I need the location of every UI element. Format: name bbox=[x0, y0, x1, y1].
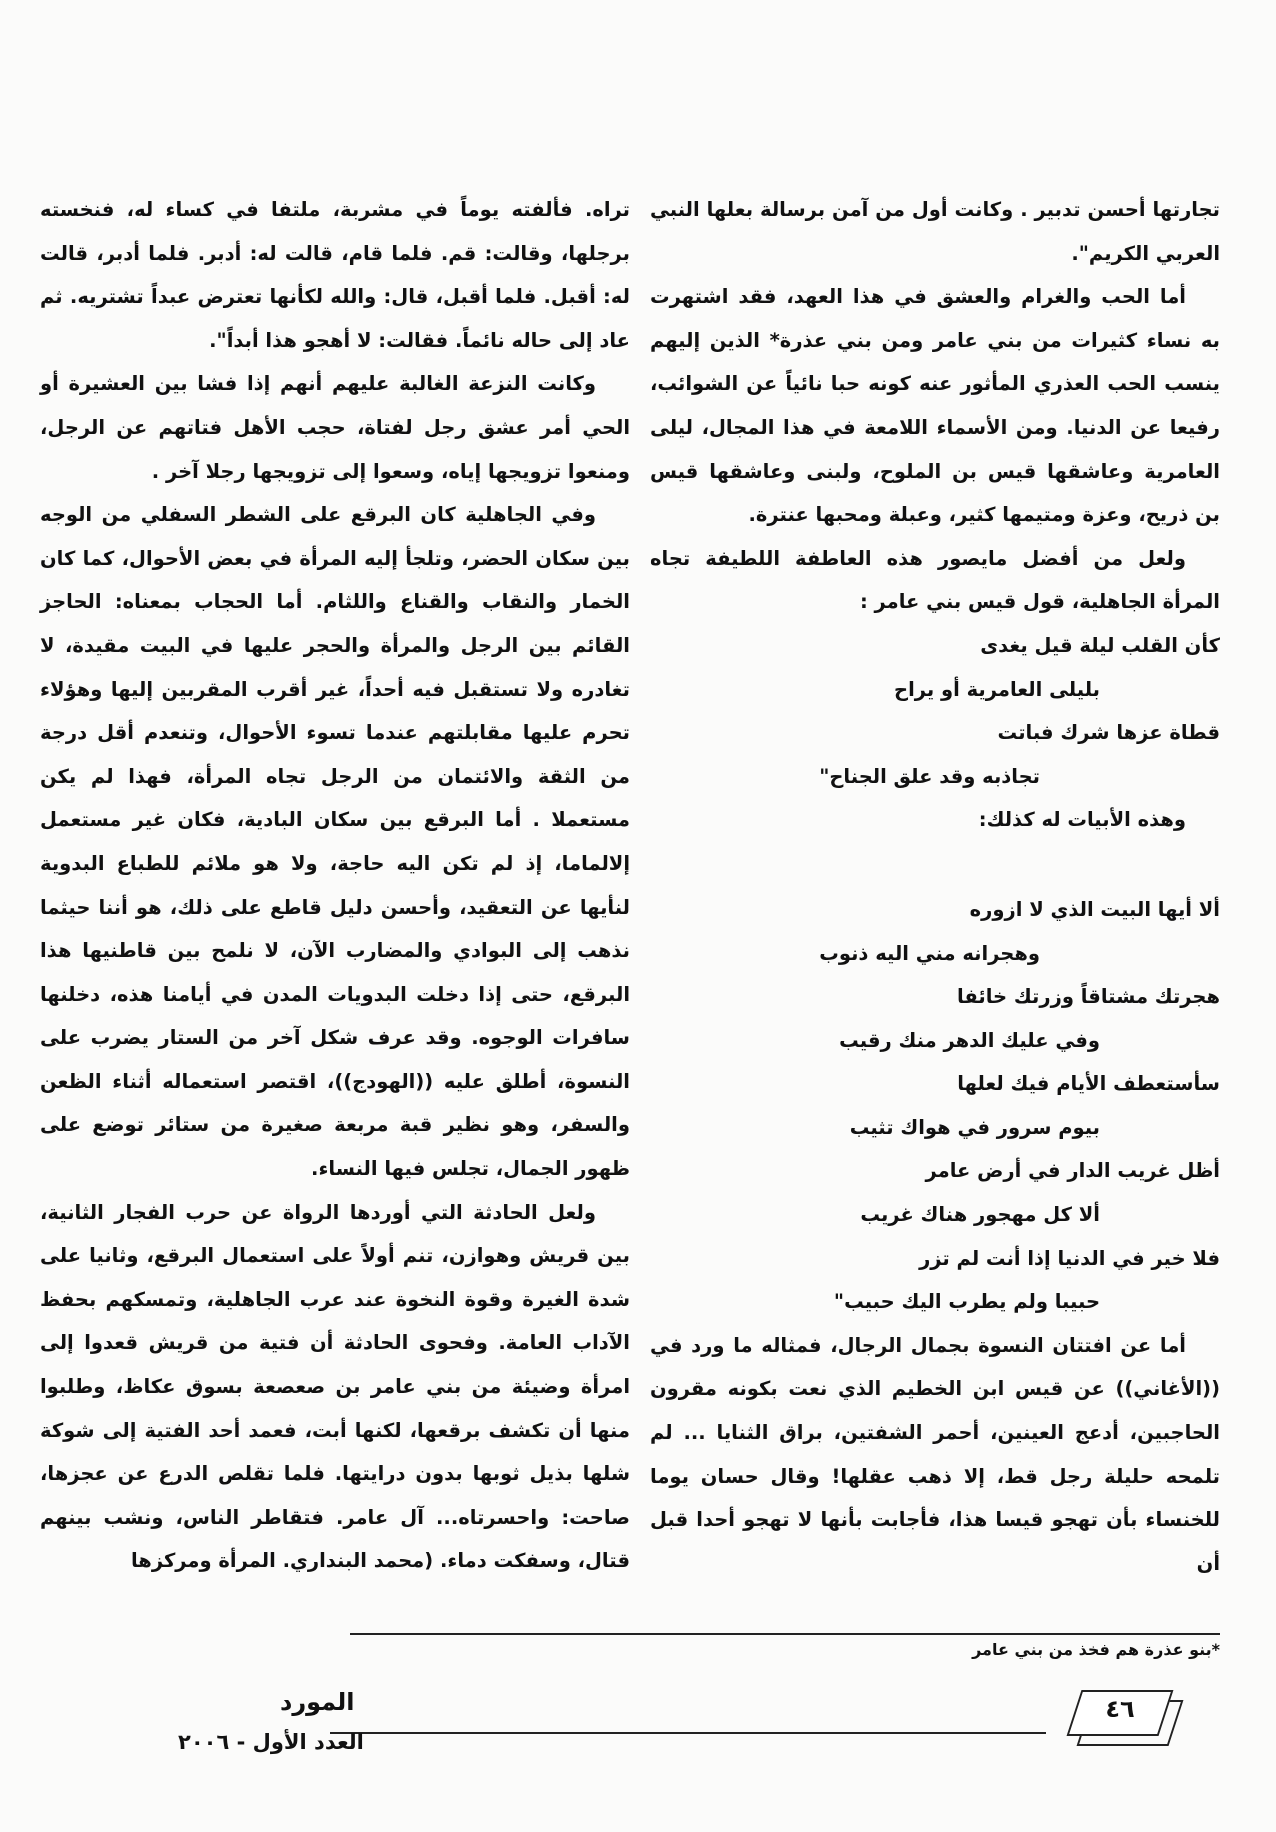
verse-line: ألا أيها البيت الذي لا ازوره bbox=[969, 897, 1220, 921]
verse-line: وفي عليك الدهر منك رقيب bbox=[839, 1028, 1100, 1052]
footnote-divider bbox=[350, 1633, 1220, 1635]
footnote: *بنو عذرة هم فخذ من بني عامر bbox=[972, 1640, 1220, 1659]
paragraph: تراه. فألفته يوماً في مشربة، ملتفا في كساء له، فنخسته برجلها، وقالت: قم. فلما قام، قالت له: أدبر. فلما أدبر، قالت له: أقبل. فلما أقبل، قال: والله لكأنها تعترض عبداً تشتريه. ثم عاد إلى حاله نائماً. فقالت: لا أهجو هذا أبداً". bbox=[40, 198, 630, 352]
left-column bbox=[40, 188, 630, 1583]
magazine-name: المورد bbox=[280, 1688, 355, 1716]
verse-line: ألا كل مهجور هناك غريب bbox=[860, 1203, 1100, 1227]
paragraph: تجارتها أحسن تدبير . وكانت أول من آمن برسالة بعلها النبي العربي الكريم". bbox=[650, 198, 1220, 265]
spacer bbox=[650, 842, 1220, 888]
verse-line: أظل غريب الدار في أرض عامر bbox=[925, 1159, 1220, 1183]
verse-line: بيوم سرور في هواك تثيب bbox=[849, 1115, 1100, 1139]
verse-line: سأستعطف الأيام فيك لعلها bbox=[957, 1072, 1220, 1096]
paragraph: وفي الجاهلية كان البرقع على الشطر السفلي من الوجه بين سكان الحضر، وتلجأ إليه المرأة في بعض الأحوال، كما كان الخمار والنقاب والقناع واللثام. أما الحجاب بمعناه: الحاجز القائم بين الرجل والمرأة والحجر عليها في البيت مقيدة، لا تغادره ولا تستقبل فيه أحداً، غير أقرب المقربين إليها وهؤلاء تحرم عليها مقابلتهم عندما تسوء الأحوال، وتنعدم أقل درجة من الثقة والائتمان من الرجل تجاه المرأة، فهذا لم يكن مستعملا . أما البرقع بين سكان البادية، فكان غير مستعمل إلالماما، إذ لم تكن اليه حاجة، ولا هو ملائم للطباع البدوية لنأيها عن التعقيد، وأحسن دليل قاطع على ذلك، هو أننا حيثما نذهب إلى البوادي والمضارب الآن، لا نلمح بين قاطنيها هذا البرقع، حتى إذا دخلت البدويات المدن في أيامنا هذه، دخلنها سافرات الوجوه. وقد عرف شكل آخر من الستار يضرب على النسوة، أطلق عليه ((الهودج))، اقتصر استعماله أثناء الظعن والسفر، وهو نظير قبة مربعة صغيرة من ستائر توضع على ظهور الجمال، تجلس فيها النساء. bbox=[40, 503, 630, 1181]
paragraph: ولعل الحادثة التي أوردها الرواة عن حرب الفجار الثانية، بين قريش وهوازن، تنم أولاً على استعمال البرقع، وثانيا على شدة الغيرة وقوة النخوة عند عرب الجاهلية، وتمسكهم بحفظ الآداب العامة. وفحوى الحادثة أن فتية من قريش قعدوا إلى امرأة وضيئة من بني عامر بن صعصعة بسوق عكاظ، وطلبوا منها أن تكشف برقعها، لكنها أبت، فعمد أحد الفتية إلى شوكة شلها بذيل ثوبها بدون درايتها. فلما تقلص الدرع عن عجزها، صاحت: واحسرتاه... آل عامر. فتقاطر الناس، ونشب بينهم قتال، وسفكت دماء. (محمد البنداري. المرأة ومركزها bbox=[40, 1200, 630, 1573]
paragraph: وهذه الأبيات له كذلك: bbox=[978, 808, 1186, 832]
paragraph: ولعل من أفضل مايصور هذه العاطفة اللطيفة تجاه المرأة الجاهلية، قول قيس بني عامر : bbox=[650, 546, 1220, 614]
paragraph: أما عن افتتان النسوة بجمال الرجال، فمثاله ما ورد في ((الأغاني)) عن قيس ابن الخطيم الذي نعت بكونه مقرون الحاجبين، أدعج العينين، أحمر الشفتين، براق الثنايا ... لم تلمحه حليلة رجل قط، إلا ذهب عقلها! وقال حسان يوما للخنساء بأن تهجو قيسا هذا، فأجابت بأنها لا تهجو أحدا قبل أن bbox=[650, 1333, 1220, 1575]
verse-line: بليلى العامرية أو يراح bbox=[894, 677, 1100, 701]
paragraph: وكانت النزعة الغالبة عليهم أنهم إذا فشا بين العشيرة أو الحي أمر عشق رجل لفتاة، حجب الأهل فتاتهم عن الرجل، ومنعوا تزويجها إياه، وسعوا إلى تزويجها رجلا آخر . bbox=[40, 372, 630, 483]
verse-line: كأن القلب ليلة قيل يغدى bbox=[980, 633, 1220, 657]
verse-line: هجرتك مشتاقاً وزرتك خائفا bbox=[957, 985, 1220, 1009]
verse-line: تجاذبه وقد علق الجناح" bbox=[819, 764, 1040, 788]
verse-block bbox=[650, 888, 1220, 1324]
verse-line: فلا خير في الدنيا إذا أنت لم تزر bbox=[919, 1246, 1220, 1270]
page-number: ٤٦ bbox=[1105, 1695, 1135, 1723]
verse-line: حبيبا ولم يطرب اليك حبيب" bbox=[833, 1290, 1100, 1314]
issue-label: العدد الأول - ٢٠٠٦ bbox=[178, 1730, 364, 1754]
verse-line: وهجرانه مني اليه ذنوب bbox=[819, 941, 1040, 965]
verse-line: قطاة عزها شرك فباتت bbox=[997, 721, 1220, 745]
footer-divider bbox=[330, 1732, 1046, 1734]
right-column bbox=[650, 188, 1220, 1585]
verse-block bbox=[650, 624, 1220, 798]
paragraph: أما الحب والغرام والعشق في هذا العهد، فقد اشتهرت به نساء كثيرات من بني عامر ومن بني عذرة* الذين إليهم ينسب الحب العذري المأثور عنه كونه حبا نائياً عن الشوائب، رفيعا عن الدنيا. ومن الأسماء اللامعة في هذا المجال، ليلى العامرية وعاشقها قيس بن الملوح، ولبنى وعاشقها قيس بن ذريح، وعزة ومتيمها كثير، وعبلة ومحبها عنترة. bbox=[650, 285, 1220, 527]
